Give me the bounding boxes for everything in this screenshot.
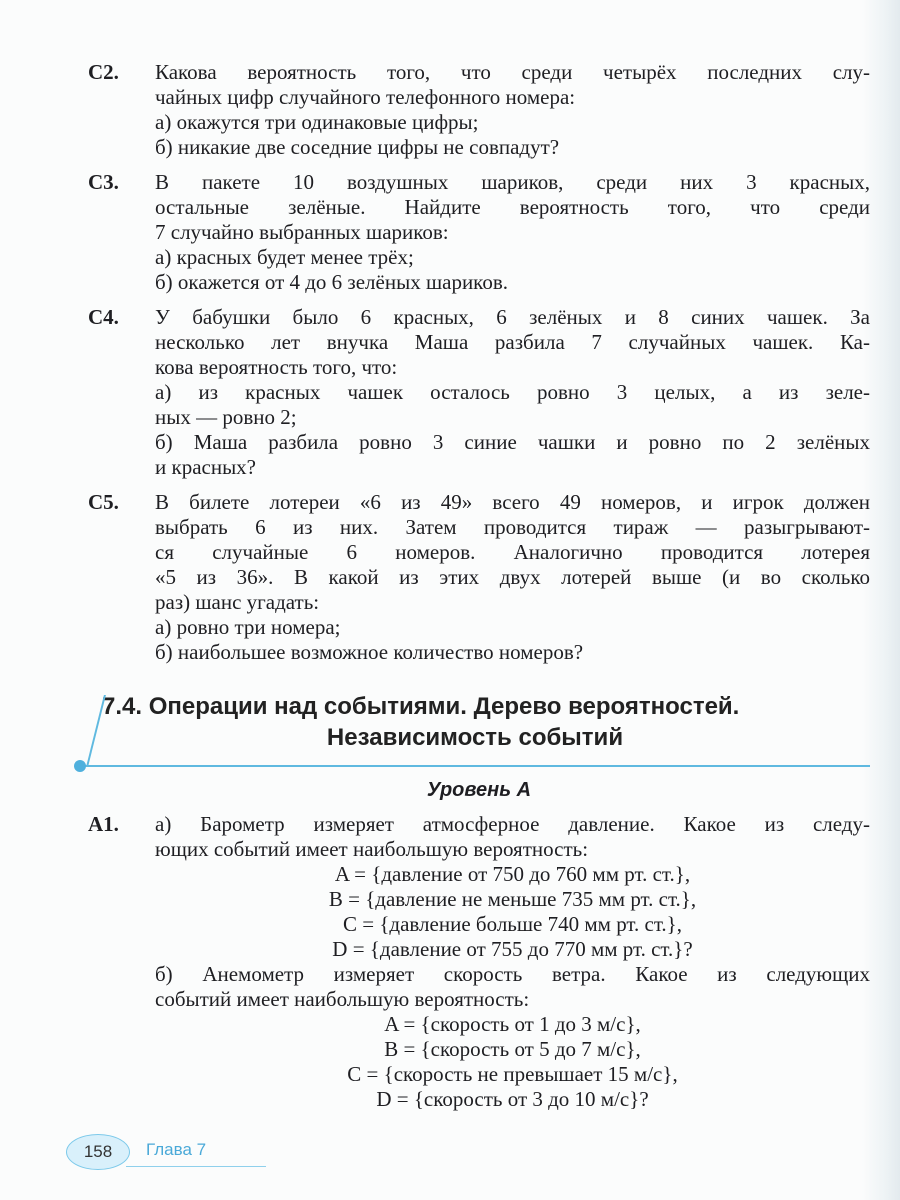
problem-text-line: а) красных будет менее трёх;	[155, 245, 414, 269]
problem	[88, 170, 870, 295]
section-title-line2: Независимость событий	[326, 724, 624, 751]
footer-rule	[126, 1166, 266, 1167]
heading-rule	[80, 765, 870, 767]
problem-text-line: а) ровно три номера;	[155, 615, 341, 639]
level-heading: Уровень А	[426, 779, 532, 801]
section-title-line1: 7.4. Операции над событиями. Дерево вероятностей.	[102, 693, 740, 720]
section-heading	[80, 691, 870, 771]
problem-text-line: несколько лет внучка Маша разбила 7 случайных чашек. Ка-	[155, 330, 870, 354]
problem-text-line: чайных цифр случайного телефонного номера:	[155, 85, 576, 109]
problems-list-a	[88, 812, 870, 1112]
problem-text-line: В билете лотереи «6 из 49» всего 49 номеров, и игрок должен	[155, 490, 870, 514]
problem-text-line: а) Барометр измеряет атмосферное давление. Какое из следу-	[155, 812, 870, 836]
problem-text-line: выбрать 6 из них. Затем проводится тираж — разыгрывают-	[155, 515, 870, 539]
problem-text-line: а) из красных чашек осталось ровно 3 целых, а из зеле-	[155, 380, 870, 404]
problem-text-line: б) никакие две соседние цифры не совпадут?	[155, 135, 560, 159]
problem-text-line: ющих событий имеет наибольшую вероятность:	[155, 837, 589, 861]
problem-text-line: кова вероятность того, что:	[155, 355, 398, 379]
problem	[88, 305, 870, 480]
problem-text-line: а) окажутся три одинаковые цифры;	[155, 110, 479, 134]
problem	[88, 812, 870, 1112]
page-content	[88, 60, 870, 1122]
problem-label: С2.	[88, 60, 119, 84]
problem-label: С4.	[88, 305, 119, 329]
page-number: 158	[66, 1134, 130, 1170]
problem-text-line: 7 случайно выбранных шариков:	[155, 220, 449, 244]
problem-text-line: б) окажется от 4 до 6 зелёных шариков.	[155, 270, 508, 294]
problem-text-line: C = {скорость не превышает 15 м/с},	[347, 1062, 678, 1086]
problem-text-line: Какова вероятность того, что среди четырёх последних слу-	[155, 60, 870, 84]
problem-text-line: событий имеет наибольшую вероятность:	[155, 987, 530, 1011]
problem-text-line: У бабушки было 6 красных, 6 зелёных и 8 синих чашек. За	[155, 305, 870, 329]
problem-text-line: B = {давление не меньше 735 мм рт. ст.},	[328, 887, 697, 911]
problem-text-line: «5 из 36». В какой из этих двух лотерей выше (и во сколько	[155, 565, 870, 589]
problem-text-line: б) Маша разбила ровно 3 синие чашки и ровно по 2 зелёных	[155, 430, 870, 454]
problem-label: А1.	[88, 812, 119, 836]
problem-text-line: D = {скорость от 3 до 10 м/с}?	[376, 1087, 649, 1111]
problem-text-line: C = {давление больше 740 мм рт. ст.},	[342, 912, 683, 936]
problem-text-line: раз) шанс угадать:	[155, 590, 320, 614]
problem-text-line: В пакете 10 воздушных шариков, среди них 3 красных,	[155, 170, 870, 194]
problem-text-line: ных — ровно 2;	[155, 405, 297, 429]
problem	[88, 490, 870, 665]
problem-label: С5.	[88, 490, 119, 514]
problem-text-line: A = {скорость от 1 до 3 м/с},	[384, 1012, 641, 1036]
problem-text-line: B = {скорость от 5 до 7 м/с},	[384, 1037, 641, 1061]
problem-text-line: D = {давление от 755 до 770 мм рт. ст.}?	[332, 937, 693, 961]
problem	[88, 60, 870, 160]
chapter-label: Глава 7	[146, 1140, 207, 1159]
problems-list-c	[88, 60, 870, 665]
problem-text-line: A = {давление от 750 до 760 мм рт. ст.},	[334, 862, 691, 886]
problem-text-line: остальные зелёные. Найдите вероятность того, что среди	[155, 195, 870, 219]
heading-dot-decoration	[74, 760, 86, 772]
problem-text-line: б) наибольшее возможное количество номеров?	[155, 640, 584, 664]
page-footer	[66, 1134, 566, 1170]
problem-text-line: и красных?	[155, 455, 257, 479]
problem-label: С3.	[88, 170, 119, 194]
problem-text-line: ся случайные 6 номеров. Аналогично проводится лотерея	[155, 540, 870, 564]
problem-text-line: б) Анемометр измеряет скорость ветра. Какое из следующих	[155, 962, 870, 986]
